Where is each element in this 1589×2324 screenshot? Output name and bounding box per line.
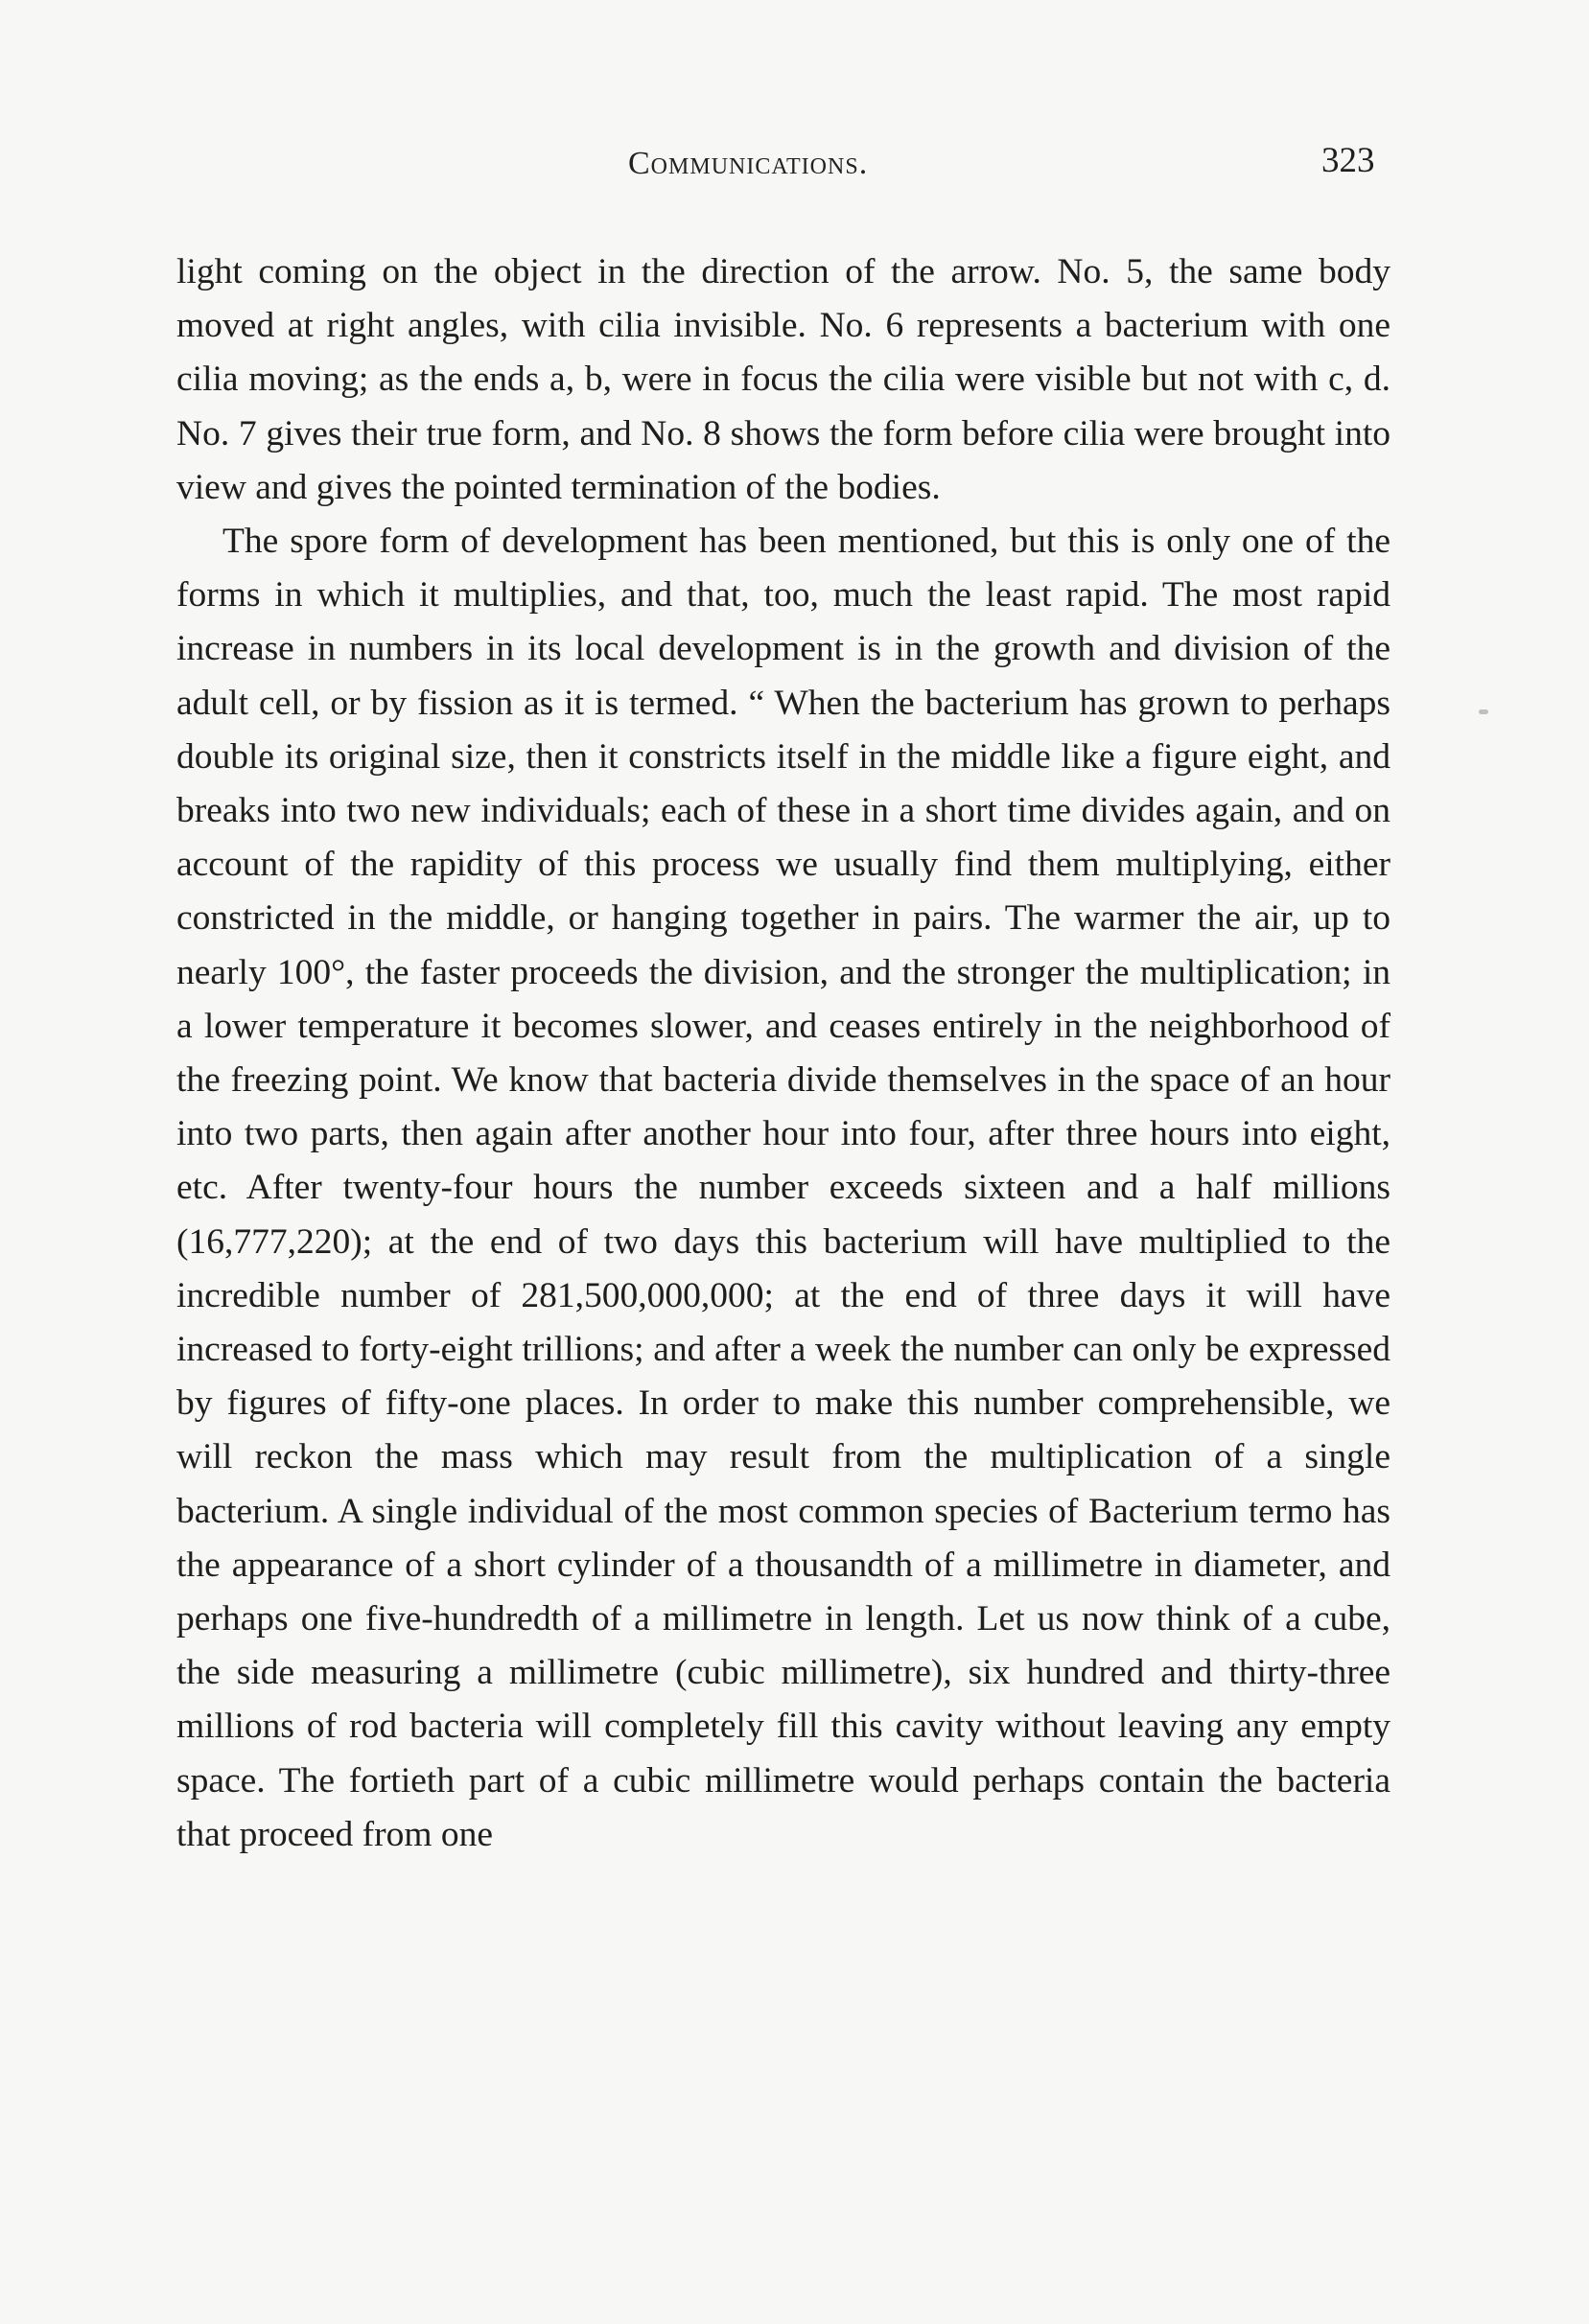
body-text <box>176 245 1390 1862</box>
paragraph-2: The spore form of development has been mentioned, but this is only one of the forms in which it multiplies, and that, too, much the least rapid. The most rapid increase in numbers in its local development is in the growth and division of the adult cell, or by fission as it is termed. “ When the bacterium has grown to perhaps double its original size, then it constricts itself in the middle like a figure eight, and breaks into two new individuals; each of these in a short time divides again, and on account of the rapidity of this process we usually find them multiplying, either constricted in the middle, or hanging together in pairs. The warmer the air, up to nearly 100°, the faster proceeds the division, and the stronger the multiplication; in a lower temperature it becomes slower, and ceases entirely in the neighborhood of the freezing point. We know that bacteria divide themselves in the space of an hour into two parts, then again after another hour into four, after three hours into eight, etc. After twenty-four hours the number exceeds sixteen and a half millions (16,777,220); at the end of two days this bacterium will have multiplied to the incredible number of 281,500,000,000; at the end of three days it will have increased to forty-eight trillions; and after a week the number can only be expressed by figures of fifty-one places. In order to make this number comprehensible, we will reckon the mass which may result from the multiplication of a single bacterium. A single individual of the most common species of Bacterium termo has the appearance of a short cylinder of a thousandth of a millimetre in diameter, and perhaps one five-hundredth of a millimetre in length. Let us now think of a cube, the side measuring a millimetre (cubic millimetre), six hundred and thirty-three millions of rod bacteria will completely fill this cavity without leaving any empty space. The fortieth part of a cubic millimetre would perhaps contain the bacteria that proceed from one <box>176 522 1390 1854</box>
page-number: 323 <box>1321 141 1375 180</box>
margin-mark <box>1479 709 1488 714</box>
running-head: Communications. <box>628 146 869 181</box>
paragraph-1: light coming on the object in the direction of the arrow. No. 5, the same body moved at right angles, with cilia invisible. No. 6 represents a bacterium with one cilia moving; as the ends a, b, were in focus the cilia were visible but not with c, d. No. 7 gives their true form, and No. 8 shows the form before cilia were brought into view and gives the pointed termination of the bodies. <box>176 252 1390 507</box>
